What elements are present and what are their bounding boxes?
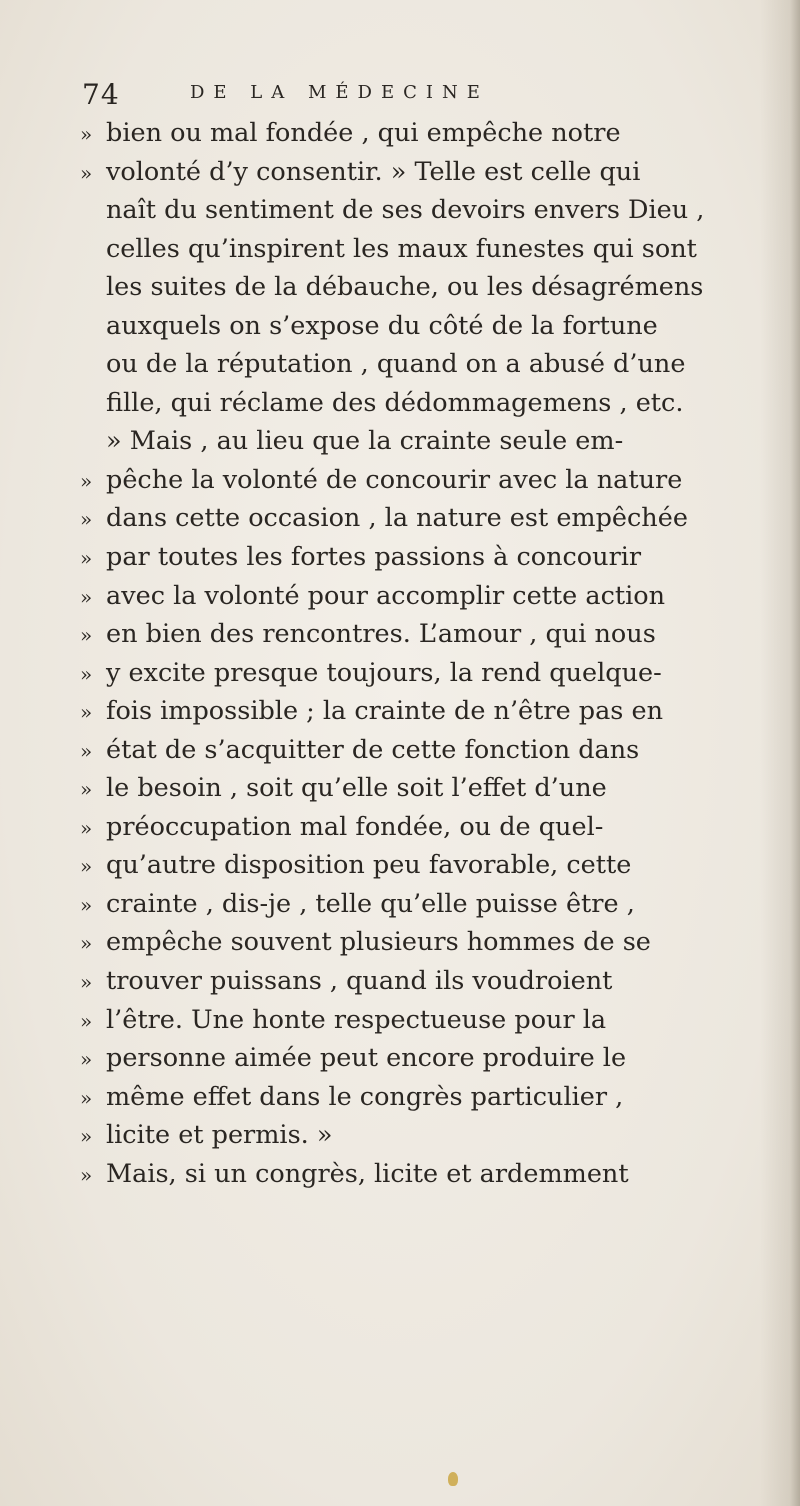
line-text: préoccupation mal fondée, ou de quel- <box>106 811 604 842</box>
text-line <box>80 654 760 693</box>
line-text: licite et permis. » <box>106 1120 333 1151</box>
text-line <box>80 885 760 924</box>
text-line <box>80 499 760 538</box>
text-line <box>80 1039 760 1078</box>
text-line <box>80 191 760 230</box>
quotation-mark: » <box>80 507 93 532</box>
text-line <box>80 114 760 153</box>
line-text: celles qu’inspirent les maux funestes qui sont <box>106 233 697 264</box>
text-line <box>80 307 760 346</box>
line-text: fois impossible ; la crainte de n’être pas en <box>106 696 664 727</box>
quotation-mark: » <box>80 1085 93 1110</box>
text-line <box>80 808 760 847</box>
text-line <box>80 1116 760 1155</box>
line-text: fille, qui réclame des dédommagemens , etc. <box>106 387 684 418</box>
text-line <box>80 230 760 269</box>
quotation-mark: » <box>80 122 93 146</box>
quotation-mark: » <box>80 970 93 995</box>
line-text: Mais, si un congrès, licite et ardemment <box>106 1158 629 1189</box>
text-line <box>80 1001 760 1040</box>
text-line <box>80 153 760 192</box>
line-text: naît du sentiment de ses devoirs envers Dieu , <box>106 195 705 226</box>
line-text: » Mais , au lieu que la crainte seule em- <box>106 426 624 457</box>
text-line <box>80 384 760 423</box>
line-text: bien ou mal fondée , qui empêche notre <box>106 118 621 148</box>
line-text: état de s’acquitter de cette fonction dans <box>106 734 640 765</box>
body-text <box>80 114 760 1193</box>
quotation-mark: » <box>80 584 93 609</box>
running-head: DE LA MÉDECINE <box>190 82 489 103</box>
line-text: en bien des rencontres. L’amour , qui nous <box>106 619 656 650</box>
line-text: par toutes les fortes passions à concourir <box>106 542 642 573</box>
line-text: empêche souvent plusieurs hommes de se <box>106 927 651 958</box>
line-text: pêche la volonté de concourir avec la nature <box>106 464 683 495</box>
line-text: auxquels on s’expose du côté de la fortune <box>106 310 658 341</box>
quotation-mark: » <box>80 1162 93 1187</box>
quotation-mark: » <box>80 661 93 686</box>
line-text: ou de la réputation , quand on a abusé d’une <box>106 349 686 380</box>
line-text: y excite presque toujours, la rend quelque- <box>106 657 662 688</box>
line-text: dans cette occasion , la nature est empêchée <box>106 503 688 534</box>
ink-stain <box>448 1472 458 1486</box>
text-line <box>80 692 760 731</box>
line-text: volonté d’y consentir. » Telle est celle qui <box>106 156 641 187</box>
text-line <box>80 345 760 384</box>
quotation-mark: » <box>80 700 93 725</box>
text-line <box>80 268 760 307</box>
line-text: personne aimée peut encore produire le <box>106 1043 627 1074</box>
text-line <box>80 577 760 616</box>
line-text: crainte , dis-je , telle qu’elle puisse être , <box>106 888 635 919</box>
text-line <box>80 1155 760 1194</box>
page-number: 74 <box>82 78 120 111</box>
line-text: trouver puissans , quand ils voudroient <box>106 966 613 997</box>
quotation-mark: » <box>80 854 93 879</box>
quotation-mark: » <box>80 1047 93 1072</box>
quotation-mark: » <box>80 777 93 802</box>
text-line <box>80 461 760 500</box>
line-text: qu’autre disposition peu favorable, cette <box>106 850 632 881</box>
text-line <box>80 615 760 654</box>
text-line <box>80 923 760 962</box>
line-text: le besoin , soit qu’elle soit l’effet d’une <box>106 773 607 804</box>
line-text: l’être. Une honte respectueuse pour la <box>106 1004 607 1035</box>
quotation-mark: » <box>80 931 93 956</box>
quotation-mark: » <box>80 1008 93 1033</box>
quotation-mark: » <box>80 815 93 840</box>
text-line <box>80 538 760 577</box>
text-line <box>80 846 760 885</box>
quotation-mark: » <box>80 468 93 493</box>
quotation-mark: » <box>80 546 93 571</box>
text-line <box>80 1078 760 1117</box>
text-line <box>80 962 760 1001</box>
quotation-mark: » <box>80 892 93 917</box>
line-text: les suites de la débauche, ou les désagrémens <box>106 272 704 303</box>
quotation-mark: » <box>80 623 93 648</box>
line-text: même effet dans le congrès particulier , <box>106 1081 624 1112</box>
page-header <box>82 78 722 118</box>
quotation-mark: » <box>80 738 93 763</box>
text-line <box>80 769 760 808</box>
quotation-mark: » <box>80 1124 93 1149</box>
text-line <box>80 731 760 770</box>
quotation-mark: » <box>80 160 93 185</box>
text-line <box>80 422 760 461</box>
line-text: avec la volonté pour accomplir cette action <box>106 580 666 611</box>
